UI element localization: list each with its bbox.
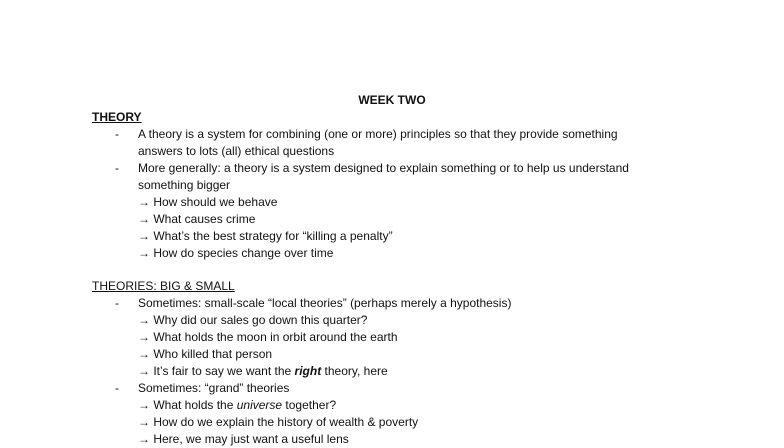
theories-sub-item: → Why did our sales go down this quarter? bbox=[138, 312, 367, 329]
section-heading-theory: THEORY bbox=[92, 110, 142, 124]
text-run: What holds the bbox=[153, 398, 237, 412]
bullet-dash: - bbox=[115, 296, 119, 310]
theory-bullet1-line1: A theory is a system for combining (one or more) principles so that they provide something bbox=[138, 127, 618, 141]
emphasis-right: right bbox=[294, 364, 322, 378]
theories-sub-item: → Who killed that person bbox=[138, 346, 272, 363]
theory-bullet2-line1: More generally: a theory is a system designed to explain something or to help us understand bbox=[138, 161, 629, 175]
theories-bullet1: Sometimes: small-scale “local theories” (perhaps merely a hypothesis) bbox=[138, 296, 512, 310]
theory-sub-item: → What’s the best strategy for “killing a penalty” bbox=[138, 228, 393, 245]
text-run: It’s fair to say we want the bbox=[153, 364, 295, 378]
bullet-dash: - bbox=[115, 381, 119, 395]
page-title: WEEK TWO bbox=[358, 93, 426, 107]
theories-bullet2: Sometimes: “grand” theories bbox=[138, 381, 290, 395]
theory-sub-item: → How do species change over time bbox=[138, 245, 333, 262]
theory-sub-item: → How should we behave bbox=[138, 194, 277, 211]
theories-sub-item: → Here, we may just want a useful lens bbox=[138, 431, 349, 448]
emphasis-universe: universe bbox=[236, 398, 283, 412]
bullet-dash: - bbox=[115, 161, 119, 175]
theories-sub-item-universe bbox=[138, 397, 336, 414]
theory-sub-item: → What causes crime bbox=[138, 211, 255, 228]
theory-bullet1-line2: answers to lots (all) ethical questions bbox=[138, 144, 335, 158]
section-heading-theories: THEORIES: BIG & SMALL bbox=[92, 279, 235, 293]
bullet-dash: - bbox=[115, 127, 119, 141]
text-run: theory, here bbox=[321, 364, 388, 378]
theories-sub-item-right-theory bbox=[138, 363, 388, 380]
theories-sub-item: → What holds the moon in orbit around the earth bbox=[138, 329, 398, 346]
theories-sub-item: → How do we explain the history of wealth & poverty bbox=[138, 414, 418, 431]
text-run: together? bbox=[282, 398, 337, 412]
theory-bullet2-line2: something bigger bbox=[138, 178, 231, 192]
